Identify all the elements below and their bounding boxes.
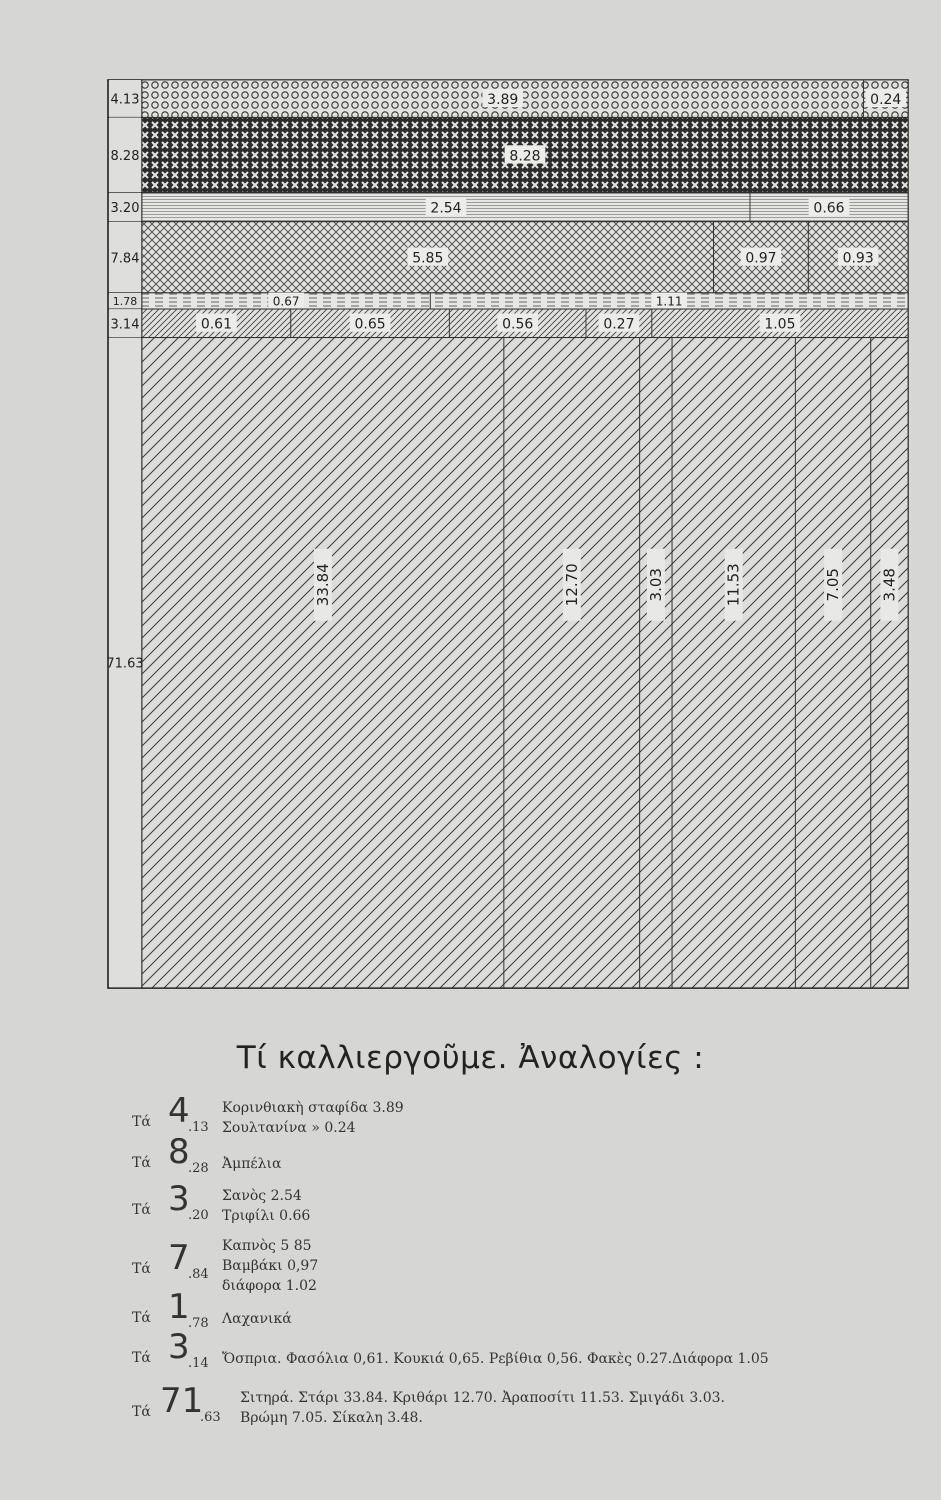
row-label: 71.63 — [106, 656, 144, 672]
row-label: 8.28 — [110, 149, 140, 165]
legend-prefix: Τά — [132, 1202, 151, 1218]
legend-value-decimal: .84 — [188, 1267, 209, 1282]
legend-line: Βρώμη 7.05. Σίκαλη 3.48. — [240, 1410, 423, 1426]
legend-value-integer: 1 — [168, 1287, 190, 1327]
segment-label: 8.28 — [509, 148, 541, 165]
segment-label: 1.11 — [655, 294, 683, 309]
legend-prefix: Τά — [132, 1404, 151, 1420]
row-label: 1.78 — [112, 295, 138, 309]
row-label: 3.20 — [110, 201, 140, 217]
legend-line: Σανὸς 2.54 — [222, 1188, 302, 1204]
legend-value-decimal: .13 — [188, 1120, 209, 1135]
legend-prefix: Τά — [132, 1261, 151, 1277]
segment-label: 0.24 — [870, 92, 902, 109]
segment-label: 2.54 — [430, 200, 462, 217]
segment-label: 33.84 — [313, 563, 332, 607]
legend-line: Καπνὸς 5 85 — [222, 1238, 312, 1254]
legend-line: Τριφίλι 0.66 — [222, 1208, 311, 1224]
legend-prefix: Τά — [132, 1310, 151, 1326]
segment-label: 0.93 — [842, 250, 874, 267]
legend-value-integer: 71 — [160, 1381, 204, 1421]
segment-label: 0.65 — [354, 316, 386, 333]
legend-line: διάφορα 1.02 — [222, 1278, 317, 1294]
legend-value-integer: 7 — [168, 1238, 190, 1278]
legend-line: Σιτηρά. Στάρι 33.84. Κριθάρι 12.70. Ἀραποσίτι 11.53. Σμιγάδι 3.03. — [240, 1390, 725, 1406]
segment-label: 12.70 — [562, 563, 581, 607]
legend-line: Βαμβάκι 0,97 — [222, 1258, 319, 1274]
segment-label: 0.66 — [813, 200, 845, 217]
segment-label: 0.56 — [502, 316, 534, 333]
legend-value-decimal: .63 — [200, 1410, 221, 1425]
segment-label: 5.85 — [412, 250, 444, 267]
segment-label: 3.48 — [880, 568, 899, 602]
legend-prefix: Τά — [132, 1114, 151, 1130]
row-label: 7.84 — [110, 251, 140, 267]
row-label: 3.14 — [110, 317, 140, 333]
legend-line: Λαχανικά — [222, 1311, 292, 1327]
legend-line: Ἀμπέλια — [222, 1156, 282, 1172]
segment-label: 0.61 — [200, 316, 232, 333]
legend-prefix: Τά — [132, 1155, 151, 1171]
legend-prefix: Τά — [132, 1350, 151, 1366]
segment-label: 3.89 — [487, 92, 519, 109]
chart-caption: Τί καλλιεργοῦμε. Ἀναλογίες : — [236, 1040, 705, 1076]
segment-label: 11.53 — [724, 563, 743, 607]
legend-value-decimal: .20 — [188, 1208, 209, 1223]
segment-label: 7.05 — [824, 568, 843, 602]
segment-label: 0.67 — [272, 294, 300, 309]
legend-line: Ὄσπρια. Φασόλια 0,61. Κουκιά 0,65. Ρεβίθια 0,56. Φακὲς 0.27.Διάφορα 1.05 — [222, 1351, 769, 1367]
legend-value-integer: 3 — [168, 1179, 190, 1219]
segment-label: 0.97 — [745, 250, 777, 267]
legend-value-decimal: .28 — [188, 1161, 209, 1176]
segment-label: 3.03 — [646, 568, 665, 602]
row-label: 4.13 — [110, 92, 140, 108]
legend-value-integer: 8 — [168, 1132, 190, 1172]
legend-value-decimal: .78 — [188, 1316, 209, 1331]
legend-value-integer: 3 — [168, 1327, 190, 1367]
segment-label: 0.27 — [603, 316, 635, 333]
segment-label: 1.05 — [764, 316, 796, 333]
legend-line: Κορινθιακὴ σταφίδα 3.89 — [222, 1100, 404, 1116]
legend-value-decimal: .14 — [188, 1356, 209, 1371]
legend-value-integer: 4 — [168, 1091, 190, 1131]
legend-line: Σουλτανίνα » 0.24 — [222, 1120, 356, 1136]
